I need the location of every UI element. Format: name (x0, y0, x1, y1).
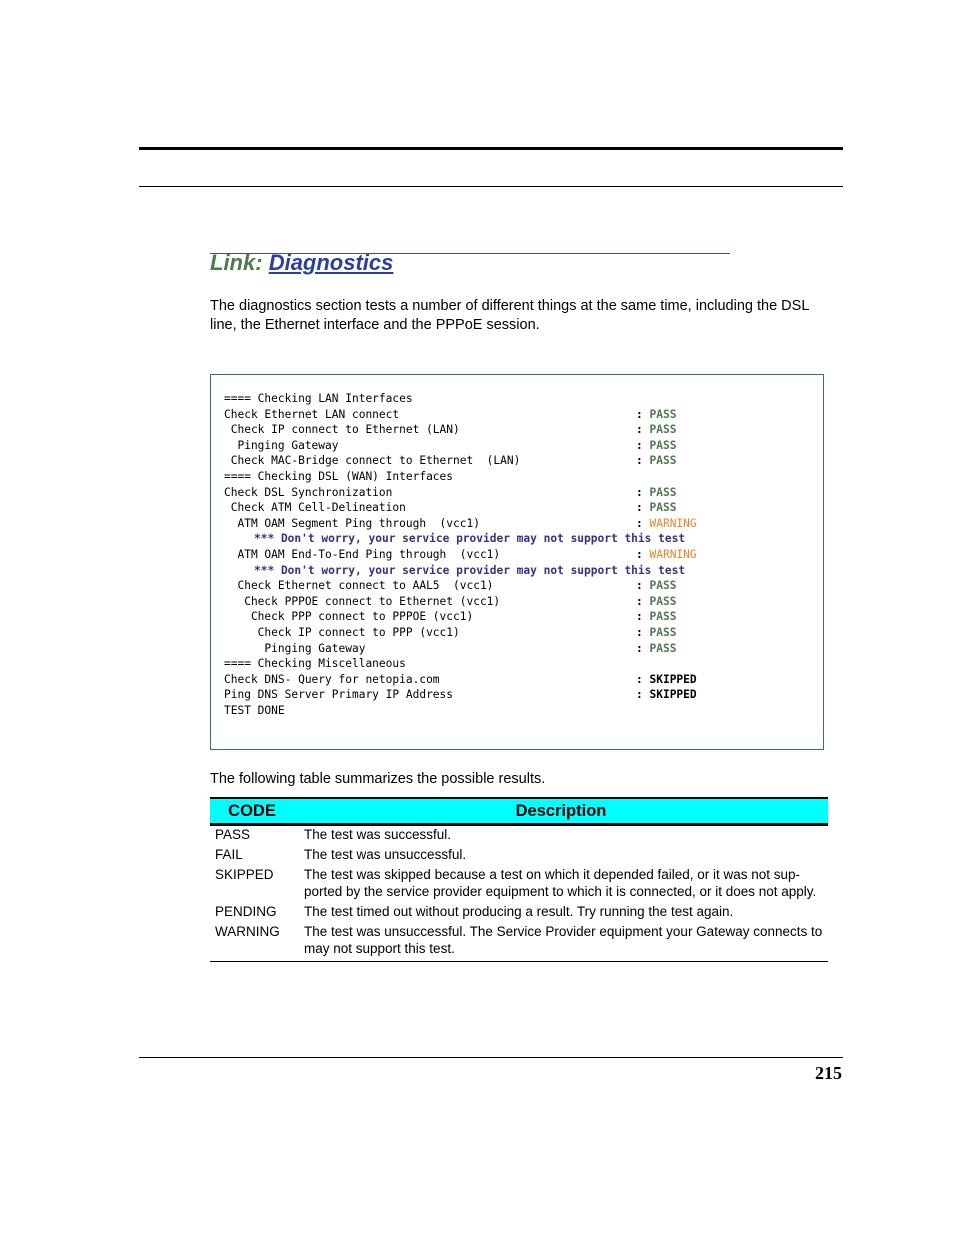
status-pass: PASS (649, 423, 677, 437)
console-line (224, 422, 814, 438)
status-pass: PASS (649, 610, 677, 624)
console-line (224, 438, 814, 454)
console-label: ==== Checking DSL (WAN) Interfaces (224, 469, 454, 483)
console-line (224, 594, 814, 610)
console-result: : SKIPPED (636, 672, 697, 686)
console-result: : PASS (636, 501, 677, 515)
console-line (224, 578, 814, 594)
console-line (224, 656, 814, 672)
console-label: Ping DNS Server Primary IP Address (224, 688, 454, 702)
console-line (224, 453, 814, 469)
console-result: : PASS (636, 594, 677, 608)
table-row (210, 826, 828, 843)
console-line (224, 500, 814, 516)
console-line (224, 641, 814, 657)
console-label: Check Ethernet connect to AAL5 (vcc1) (224, 579, 494, 593)
cell-code: PENDING (215, 904, 277, 919)
section-heading (210, 250, 393, 276)
status-pass: PASS (649, 641, 677, 655)
console-result: : PASS (636, 423, 677, 437)
console-line (224, 531, 814, 547)
status-pass: PASS (649, 407, 677, 421)
console-result: : PASS (636, 438, 677, 452)
console-result: : PASS (636, 454, 677, 468)
status-pass: PASS (649, 438, 677, 452)
status-pass: PASS (649, 501, 677, 515)
console-label: TEST DONE (224, 703, 285, 717)
intro-paragraph: The diagnostics section tests a number of different things at the same time, including the DSL line, the Ethernet interface and the PPPoE session. (210, 298, 809, 333)
console-line (224, 703, 814, 719)
console-label: Check ATM Cell-Delineation (224, 501, 406, 515)
console-line (224, 563, 814, 579)
console-label: ==== Checking LAN Interfaces (224, 392, 413, 405)
status-skip: SKIPPED (649, 672, 697, 686)
table-row (210, 846, 828, 863)
table-bottom-rule (210, 961, 828, 962)
console-result: : PASS (636, 579, 677, 593)
cell-description: The test timed out without producing a result. Try running the test again. (304, 904, 734, 919)
console-line (224, 485, 814, 501)
console-result: : PASS (636, 485, 677, 499)
results-table (210, 797, 828, 962)
console-label: ==== Checking Miscellaneous (224, 657, 406, 671)
table-row (210, 866, 828, 900)
status-warn: WARNING (649, 547, 697, 561)
console-label: ATM OAM Segment Ping through (vcc1) (224, 516, 480, 530)
console-label: Check IP connect to PPP (vcc1) (224, 625, 460, 639)
console-line (224, 516, 814, 532)
console-result: : PASS (636, 610, 677, 624)
table-body (210, 826, 828, 957)
console-label: Check IP connect to Ethernet (LAN) (224, 423, 460, 437)
console-result: : PASS (636, 625, 677, 639)
console-result: : WARNING (636, 547, 697, 561)
page-number: 215 (815, 1063, 842, 1083)
header-rule-thick (139, 147, 843, 150)
cell-code: SKIPPED (215, 867, 274, 882)
header-rule-thin (139, 186, 843, 187)
console-result: : WARNING (636, 516, 697, 530)
heading-link[interactable]: Diagnostics (268, 250, 394, 275)
heading-prefix: Link: (210, 250, 263, 275)
header-description: Description (515, 801, 607, 820)
status-skip: SKIPPED (649, 688, 697, 702)
console-label: Check DSL Synchronization (224, 485, 393, 499)
console-result: : PASS (636, 407, 677, 421)
console-label: Check PPPOE connect to Ethernet (vcc1) (224, 594, 501, 608)
console-result: : PASS (636, 641, 677, 655)
cell-description: The test was successful. (304, 827, 452, 842)
cell-description: The test was unsuccessful. The Service Provider equipment your Gateway connects to may not support this test. (304, 924, 823, 956)
table-row (210, 923, 828, 957)
header-code: CODE (228, 801, 276, 820)
status-pass: PASS (649, 594, 677, 608)
status-warn: WARNING (649, 516, 697, 530)
console-label: Check DNS- Query for netopia.com (224, 672, 440, 686)
console-note: *** Don't worry, your service provider may not support this test (254, 532, 686, 546)
cell-description: The test was unsuccessful. (304, 847, 467, 862)
status-pass: PASS (649, 485, 677, 499)
status-pass: PASS (649, 454, 677, 468)
console-note: *** Don't worry, your service provider may not support this test (254, 563, 686, 577)
console-line (224, 609, 814, 625)
console-line (224, 687, 814, 703)
diagnostics-console (210, 374, 824, 750)
console-line (224, 407, 814, 423)
console-output (224, 391, 814, 718)
table-row (210, 903, 828, 920)
cell-code: PASS (215, 827, 251, 842)
console-line (224, 672, 814, 688)
console-label: ATM OAM End-To-End Ping through (vcc1) (224, 547, 501, 561)
console-line (224, 469, 814, 485)
cell-code: WARNING (215, 924, 280, 939)
console-label: Pinging Gateway (224, 438, 339, 452)
summary-text: The following table summarizes the possible results. (210, 771, 546, 787)
footer-rule (139, 1057, 843, 1058)
console-label: Check MAC-Bridge connect to Ethernet (LAN) (224, 454, 521, 468)
console-line (224, 547, 814, 563)
console-line (224, 625, 814, 641)
console-result: : SKIPPED (636, 688, 697, 702)
cell-description: The test was skipped because a test on which it depended failed, or it was not sup-ported by the service provider equipment to which it is connected, or it does not apply. (304, 867, 817, 899)
status-pass: PASS (649, 579, 677, 593)
cell-code: FAIL (215, 847, 243, 862)
console-line (224, 391, 814, 407)
status-pass: PASS (649, 625, 677, 639)
console-label: Pinging Gateway (224, 641, 366, 655)
console-label: Check Ethernet LAN connect (224, 407, 400, 421)
console-label: Check PPP connect to PPPOE (vcc1) (224, 610, 474, 624)
table-header (210, 797, 828, 826)
